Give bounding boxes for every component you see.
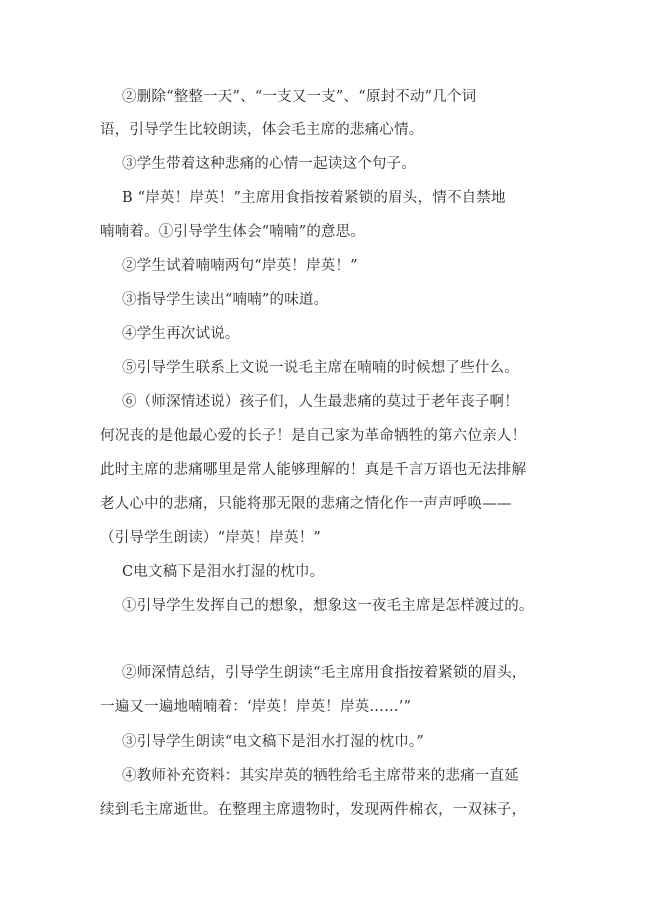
text-line-7: ③指导学生读出“喃喃”的味道。 [122,292,329,308]
text-line-14: （引导学生朗读）“岸英！岸英！” [100,530,322,546]
text-line-5: 喃喃着。①引导学生体会“喃喃”的意思。 [100,224,366,240]
text-line-20: ④教师补充资料：其实岸英的牺牲给毛主席带来的悲痛一直延 [122,768,519,784]
text-line-9: ⑤引导学生联系上文说一说毛主席在喃喃的时候想了些什么。 [122,360,519,376]
text-line-18: 一遍又一遍地喃喃着：‘岸英！岸英！岸英……’” [100,699,412,715]
text-line-2: 语，引导学生比较朗读，体会毛主席的悲痛心情。 [100,122,424,138]
text-line-15: C电文稿下是泪水打湿的枕巾。 [122,564,325,580]
text-line-17: ②师深情总结，引导学生朗读“毛主席用食指按着紧锁的眉头， [122,665,527,681]
text-line-4: B “岸英！岸英！”主席用食指按着紧锁的眉头，情不自禁地 [122,190,506,206]
text-line-11: 何况丧的是他最心爱的长子！是自己家为革命牺牲的第六位亲人！ [100,428,527,444]
text-line-19: ③引导学生朗读“电文稿下是泪水打湿的枕巾。” [122,734,424,750]
text-line-1: ②删除“整整一天”、“一支又一支”、“原封不动”几个词 [122,89,477,105]
text-line-21: 续到毛主席逝世。在整理主席遗物时，发现两件棉衣，一双袜子， [100,802,527,818]
text-line-13: 老人心中的悲痛，只能将那无限的悲痛之情化作一声声呼唤—— [100,496,512,512]
text-line-10: ⑥（师深情述说）孩子们，人生最悲痛的莫过于老年丧子啊！ [122,394,519,410]
text-line-8: ④学生再次试说。 [122,326,240,342]
text-line-6: ②学生试着喃喃两句“岸英！岸英！” [122,258,358,274]
text-line-12: 此时主席的悲痛哪里是常人能够理解的！真是千言万语也无法排解 [100,462,527,478]
text-line-16: ①引导学生发挥自己的想象，想象这一夜毛主席是怎样渡过的。 [122,598,534,614]
text-line-3: ③学生带着这种悲痛的心情一起读这个句子。 [122,156,416,172]
